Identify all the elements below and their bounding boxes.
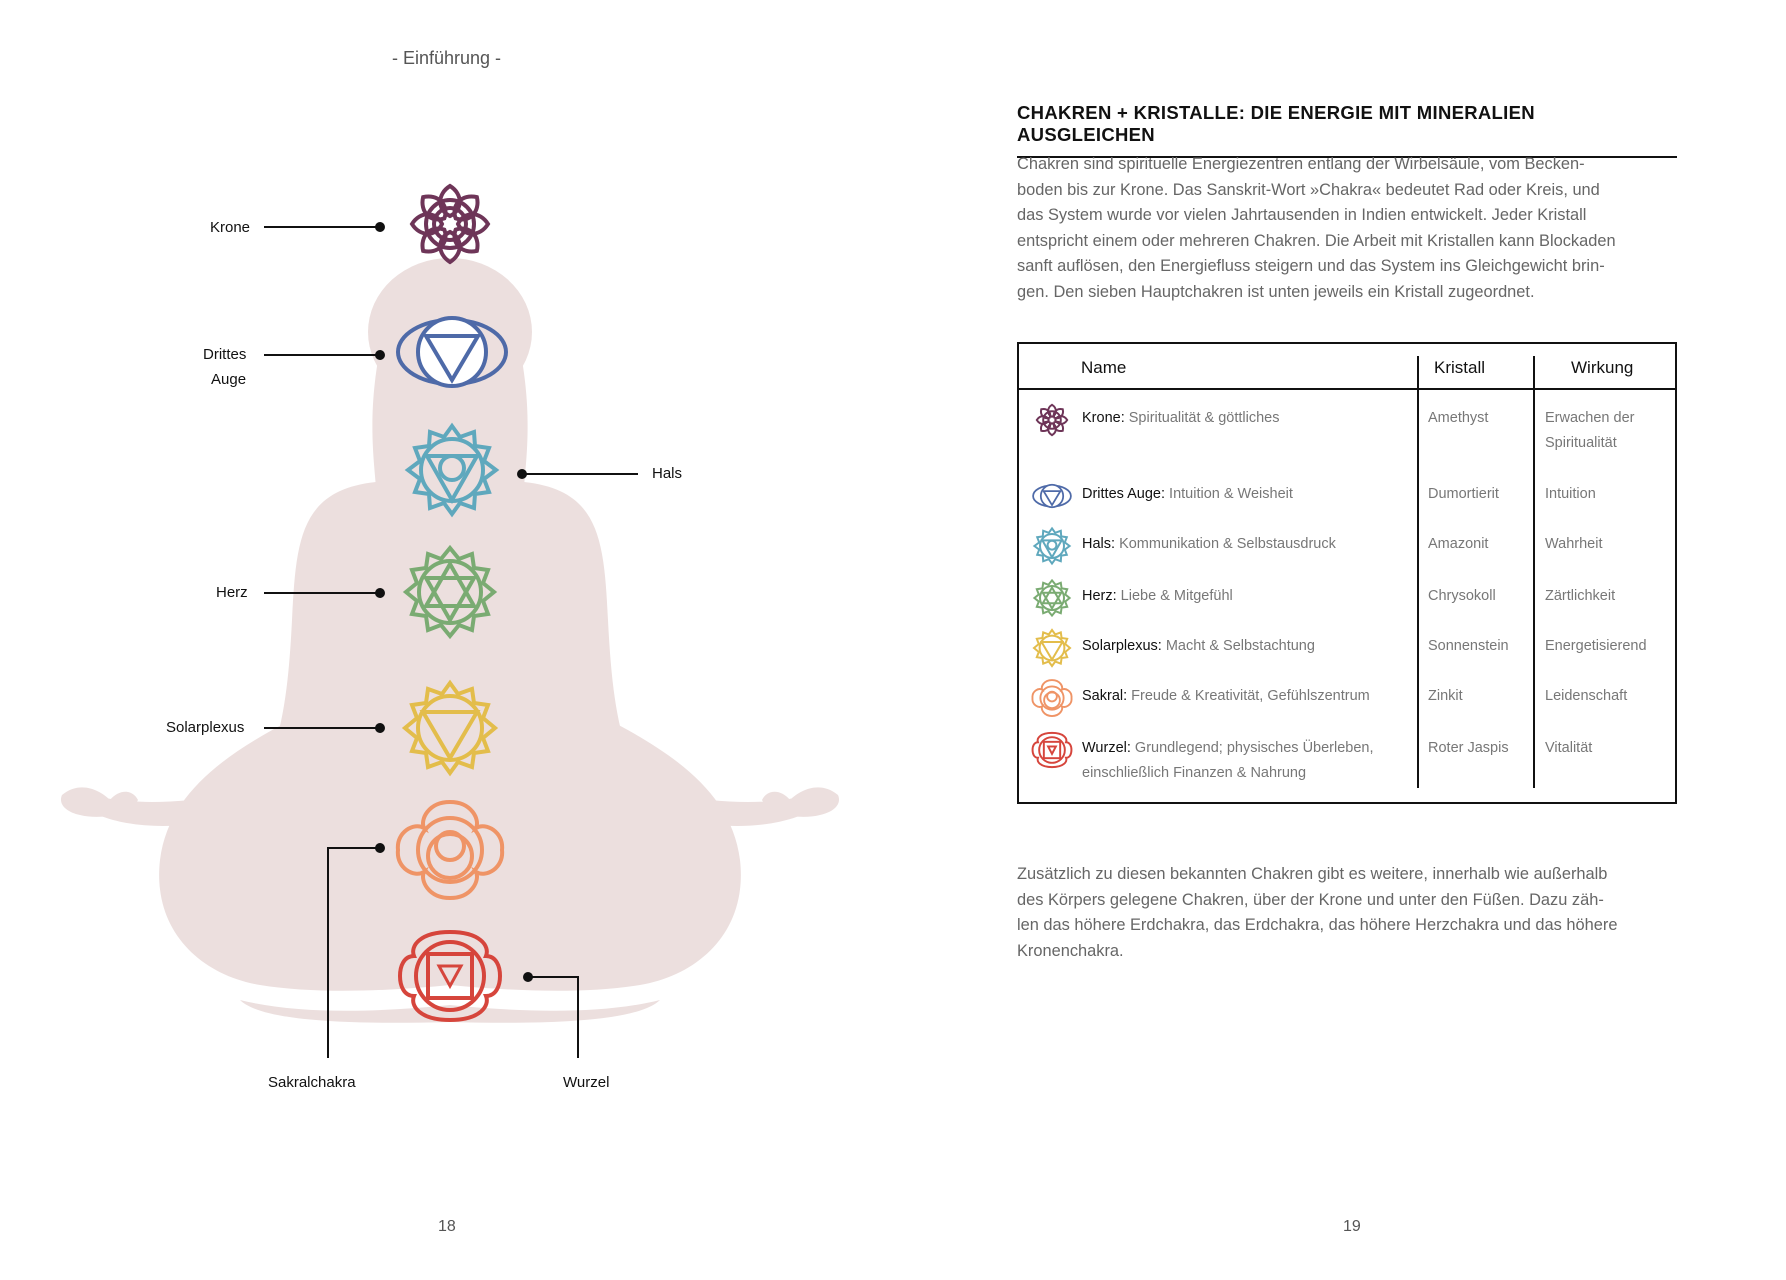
page-number: 19 [1343, 1218, 1361, 1235]
effect: Wahrheit [1545, 536, 1603, 552]
label-herz: Herz [216, 584, 248, 601]
crystal: Roter Jaspis [1428, 740, 1509, 756]
chakra-name: Drittes Auge: Intuition & Weisheit [1082, 486, 1293, 502]
third-eye-chakra-icon [1031, 476, 1073, 516]
label-wurzel: Wurzel [563, 1074, 610, 1091]
crystal: Chrysokoll [1428, 588, 1496, 604]
chakra-name: Sakral: Freude & Kreativität, Gefühlszentrum [1082, 688, 1370, 704]
heart-chakra-icon [1031, 578, 1073, 618]
throat-chakra-icon [1031, 526, 1073, 566]
label-drittes-auge-1: Drittes [203, 346, 247, 363]
header-crystal: Kristall [1434, 358, 1486, 377]
crystal: Sonnenstein [1428, 638, 1509, 654]
header-effect: Wirkung [1571, 358, 1634, 377]
sacral-chakra-icon [1031, 678, 1073, 718]
crown-chakra-symbol [412, 186, 488, 262]
crown-chakra-icon [1031, 400, 1073, 440]
chakra-name: Solarplexus: Macht & Selbstachtung [1082, 638, 1315, 654]
solar-plexus-chakra-icon [1031, 628, 1073, 668]
running-head: - Einführung - [391, 48, 502, 68]
label-krone: Krone [210, 219, 251, 236]
header-rule [1019, 388, 1675, 390]
section-title: CHAKREN + KRISTALLE: DIE ENERGIE MIT MINERALIEN AUSGLEICHEN [1017, 102, 1677, 158]
crystal: Amethyst [1428, 410, 1489, 426]
label-drittes-auge-2: Auge [211, 371, 247, 388]
chakra-name: Herz: Liebe & Mitgefühl [1082, 588, 1233, 604]
chakra-name: Hals: Kommunikation & Selbstausdruck [1082, 536, 1336, 552]
crystal: Dumortierit [1428, 486, 1499, 502]
intro-paragraph: Chakren sind spirituelle Energiezentren entlang der Wirbelsäule, vom Becken- boden bis zur Krone. Das Sanskrit-Wort »Chakra« bedeutet Rad oder Kreis, und das System wurde vor vielen Jahrtausenden in Indien entwickelt. Jeder Kristall entspricht einem oder mehreren Chakren. Die Arbeit mit Kristallen kann Blockaden sanft auflösen, den Energiefluss steigern und das System ins Gleichgewicht brin- gen. Den sieben Hauptchakren ist unten jeweils ein Kristall zugeordnet. [1017, 155, 1616, 301]
right-page [893, 0, 1786, 1280]
outro-paragraph: Zusätzlich zu diesen bekannten Chakren gibt es weitere, innerhalb wie außerhalb des Körpers gelegene Chakren, über der Krone und unter den Füßen. Dazu zäh- len das höhere Erdchakra, das Erdchakra, das höhere Herzchakra und das höhere Kronenchakra. [1017, 865, 1618, 960]
chakra-name: Wurzel: Grundlegend; physisches Überleben, einschließlich Finanzen & Nahrung [1082, 740, 1374, 781]
effect: Energetisierend [1545, 638, 1647, 654]
effect: Leidenschaft [1545, 688, 1628, 704]
column-divider [1417, 356, 1419, 788]
crystal: Amazonit [1428, 536, 1489, 552]
label-hals: Hals [652, 465, 683, 482]
effect: Vitalität [1545, 740, 1593, 756]
crystal: Zinkit [1428, 688, 1463, 704]
header-name: Name [1081, 358, 1127, 377]
root-chakra-icon [1031, 730, 1073, 770]
label-sakralchakra: Sakralchakra [268, 1074, 356, 1091]
effect: Zärtlichkeit [1545, 588, 1616, 604]
chakra-name: Krone: Spiritualität & göttliches [1082, 410, 1280, 426]
chakra-crystal-table [1017, 342, 1677, 804]
effect: Intuition [1545, 486, 1596, 502]
page-number: 18 [438, 1218, 456, 1235]
effect: Erwachen der Spiritualität [1545, 410, 1635, 451]
label-solarplexus: Solarplexus [166, 719, 245, 736]
